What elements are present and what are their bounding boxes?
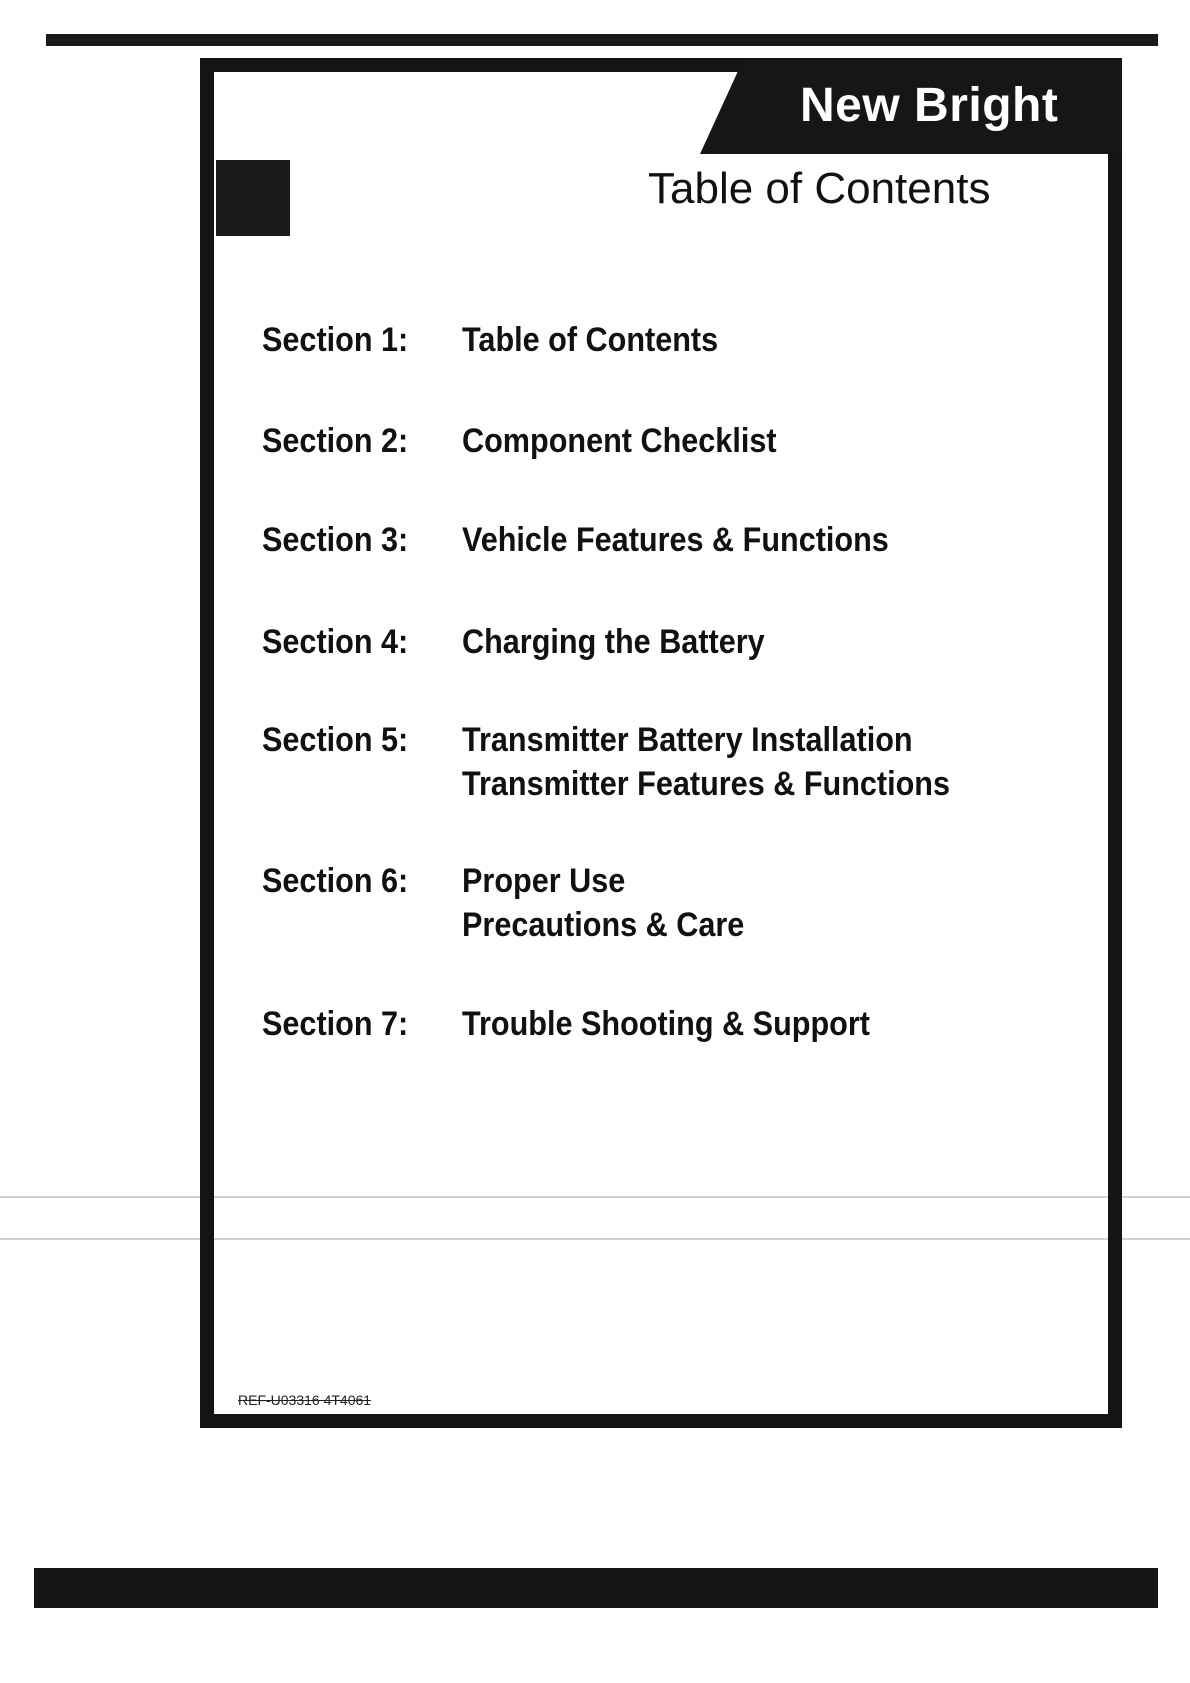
brand-name: New Bright — [800, 79, 1059, 132]
bottom-rule — [34, 1568, 1158, 1608]
section-title: Trouble Shooting & Support — [462, 1005, 870, 1043]
toc-row — [262, 1002, 915, 1046]
section-label: Section 2: — [262, 422, 409, 460]
top-rule — [46, 34, 1158, 46]
section-title: Proper Use — [462, 862, 626, 900]
section-label: Section 7: — [262, 1005, 409, 1043]
section-title: Component Checklist — [462, 422, 777, 460]
section-title: Table of Contents — [462, 321, 719, 359]
toc-row — [262, 419, 811, 463]
toc-row — [262, 859, 776, 947]
reference-code: REF-U03316 4T4061 — [238, 1392, 372, 1408]
corner-block — [216, 160, 290, 236]
section-label: Section 5: — [262, 721, 409, 759]
section-label: Section 1: — [262, 321, 409, 359]
section-title: Transmitter Battery Installation — [462, 721, 913, 759]
section-label: Section 6: — [262, 862, 409, 900]
toc-row — [262, 318, 747, 362]
section-title: Precautions & Care — [462, 906, 745, 944]
toc-row — [262, 518, 936, 562]
page-title: Table of Contents — [648, 164, 991, 213]
section-label: Section 4: — [262, 623, 409, 661]
toc-row — [262, 718, 1004, 806]
section-label: Section 3: — [262, 521, 409, 559]
section-title: Transmitter Features & Functions — [462, 765, 951, 803]
section-title: Charging the Battery — [462, 623, 765, 661]
toc-row — [262, 620, 798, 664]
section-title: Vehicle Features & Functions — [462, 521, 889, 559]
